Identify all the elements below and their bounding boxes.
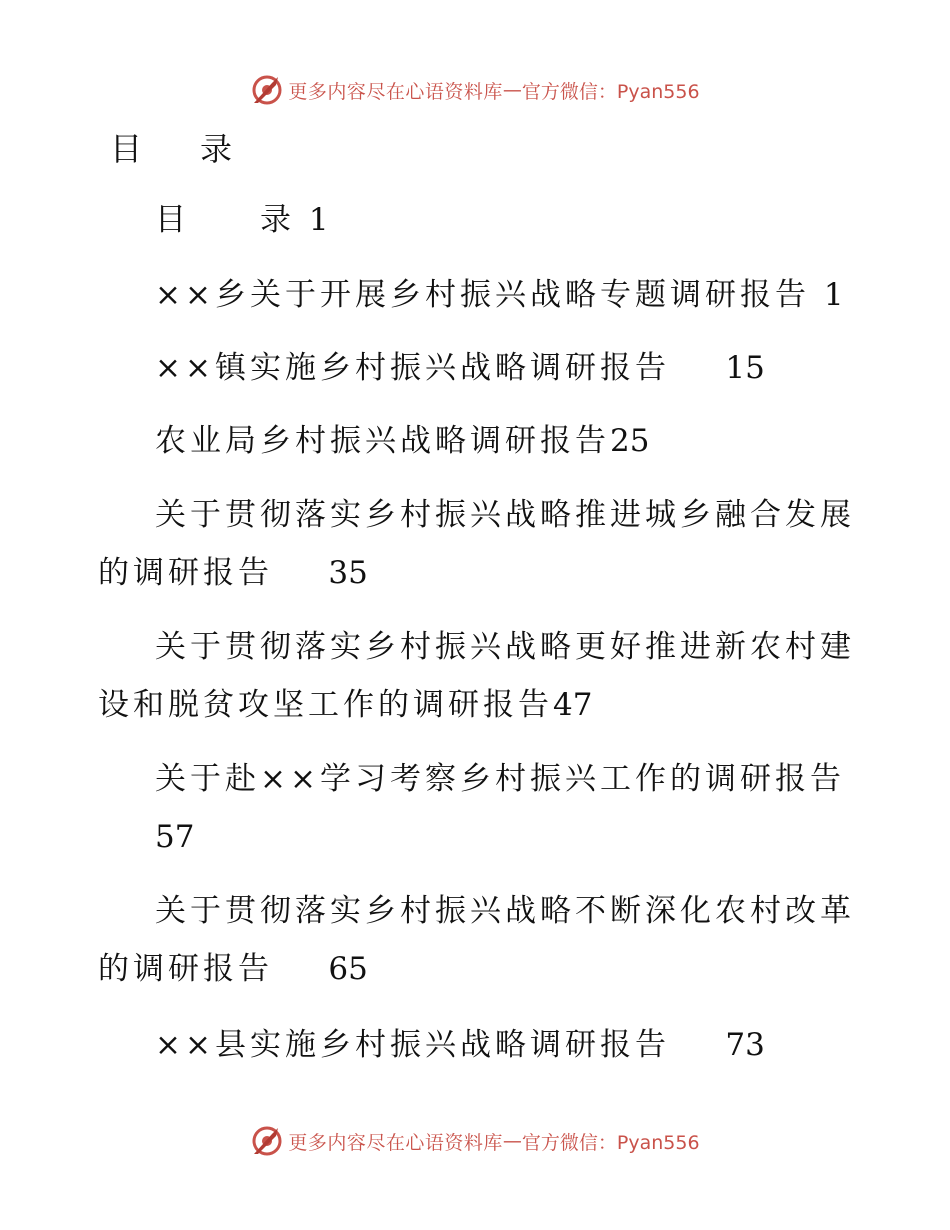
toc-entry-1[interactable] — [155, 202, 329, 238]
toc-entry-text: 设和脱贫攻坚工作的调研报告 — [98, 687, 553, 723]
toc-entry-page: 25 — [610, 423, 650, 459]
toc-entry-page: 1 — [308, 202, 329, 238]
watermark-dash: — — [502, 79, 522, 101]
toc-entry-text: 目 录 — [155, 202, 295, 238]
toc-entry-page: 15 — [725, 350, 765, 386]
page-title-right: 录 — [200, 130, 233, 168]
watermark-dash: — — [502, 1130, 522, 1152]
watermark-main-text: 更多内容尽在心语资料库 — [288, 80, 503, 103]
toc-entry-text: 农业局乡村振兴战略调研报告 — [155, 423, 610, 459]
toc-entry-page: 47 — [553, 687, 593, 723]
toc-entry-page-number: 57 — [155, 819, 195, 855]
toc-entry-text: ××镇实施乡村振兴战略调研报告 — [155, 350, 670, 386]
page-title — [110, 124, 232, 170]
watermark-contact: 官方微信：Pyan556 — [521, 1131, 700, 1154]
toc-entry-text: ××县实施乡村振兴战略调研报告 — [155, 1027, 670, 1063]
toc-entry-page — [155, 819, 195, 855]
toc-entry-page: 73 — [725, 1027, 765, 1063]
toc-entry-line1: 关于贯彻落实乡村振兴战略推进城乡融合发展 — [155, 497, 855, 533]
toc-entry-page: 1 — [823, 277, 844, 313]
toc-entry-line1: 关于贯彻落实乡村振兴战略更好推进新农村建 — [155, 629, 855, 665]
quill-logo-icon — [250, 1124, 284, 1158]
toc-entry-9[interactable] — [155, 1027, 765, 1063]
watermark-contact: 官方微信：Pyan556 — [521, 80, 700, 103]
toc-entry-text: ××乡关于开展乡村振兴战略专题调研报告 — [155, 277, 810, 313]
toc-entry-line2 — [98, 951, 368, 987]
header-watermark — [0, 70, 950, 110]
toc-entry-page: 65 — [328, 951, 368, 987]
page-title-left: 目 — [110, 130, 143, 168]
toc-entry-page: 35 — [328, 555, 368, 591]
toc-entry-text: 关于赴××学习考察乡村振兴工作的调研报告 — [155, 761, 845, 797]
toc-entry-4[interactable] — [155, 423, 650, 459]
toc-entry-3[interactable] — [155, 350, 765, 386]
toc-entry-line1: 关于贯彻落实乡村振兴战略不断深化农村改革 — [155, 893, 855, 929]
toc-entry-line2 — [98, 555, 368, 591]
toc-entry-text: 的调研报告 — [98, 951, 273, 987]
quill-logo-icon — [250, 73, 284, 107]
toc-entry-text: 的调研报告 — [98, 555, 273, 591]
toc-entry-2[interactable] — [155, 277, 844, 313]
toc-entry-line2 — [98, 687, 593, 723]
footer-watermark — [0, 1121, 950, 1161]
watermark-main-text: 更多内容尽在心语资料库 — [288, 1131, 503, 1154]
